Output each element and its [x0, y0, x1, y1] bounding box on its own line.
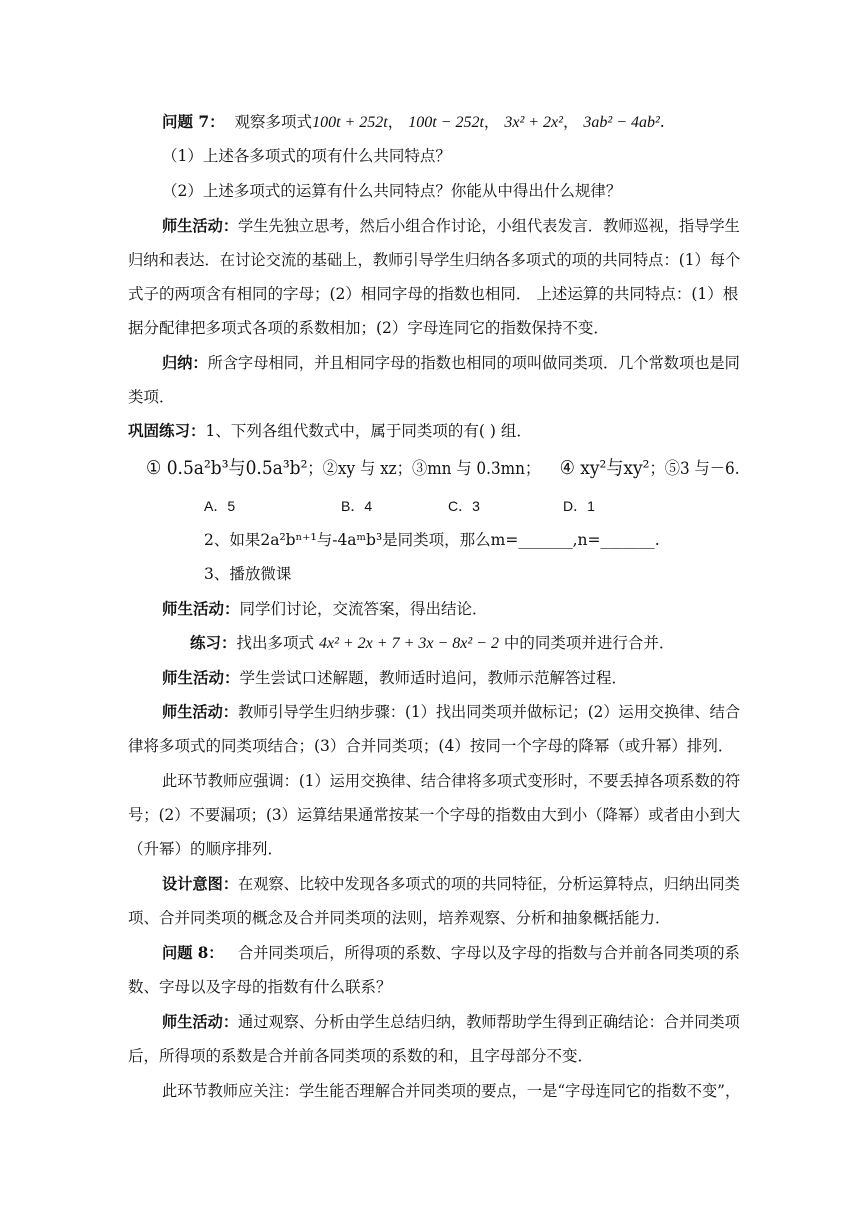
activity-4-text: 教师引导学生归纳步骤：(1）找出同类项并做标记；(2）运用交换律、结合	[237, 703, 741, 721]
practice-q1-text: 1、下列各组代数式中，属于同类项的有( ) 组．	[205, 422, 532, 440]
focus-line: 此环节教师应关注：学生能否理解合并同类项的要点，一是“字母连同它的指数不变”，	[162, 1082, 741, 1100]
practice-groups	[146, 456, 740, 481]
activity-5-text: 通过观察、分析由学生总结归纳，教师帮助学生得到正确结论：合并同类项	[238, 1013, 740, 1031]
design-intent-text: 在观察、比较中发现各多项式的项的共同特征，分析运算特点，归纳出同类	[238, 875, 740, 893]
exercise-text-after: 中的同类项并进行合并．	[503, 634, 675, 652]
question-8-label: 问题 8：	[162, 943, 224, 962]
activity-1-line-3: 式子的两项含有相同的字母；(2）相同字母的指数也相同． 上述运算的共同特点：(1）根	[128, 285, 739, 303]
separator: ；	[396, 459, 412, 479]
activity-1-line-4: 据分配律把多项式各项的系数相加；(2）字母连同它的指数保持不变．	[128, 319, 609, 337]
activity-4-line-2: 律将多项式的同类项结合；(3）合并同类项；(4）按同一个字母的降幂（或升幂）排列．	[128, 737, 734, 755]
activity-2	[162, 599, 488, 619]
question-8-line-1	[162, 943, 740, 963]
design-intent-label: 设计意图：	[162, 874, 239, 893]
group-3: ③mn 与 0.3mn	[411, 459, 525, 479]
activity-3-text: 学生尝试口述解题，教师适时追问，教师示范解答过程．	[239, 669, 628, 687]
polynomial-3: 3x² + 2x²	[504, 114, 563, 131]
summary-line-1	[162, 353, 740, 373]
separator: ，	[387, 113, 404, 131]
choice-c: C．3	[448, 498, 480, 514]
emphasis-line-3: （升幂）的顺序排列．	[128, 840, 284, 858]
summary-text: 所含字母相同，并且相同字母的指数也相同的项叫做同类项．几个常数项也是同	[207, 354, 740, 372]
group-4: ④ xy²与xy²	[559, 457, 650, 479]
emphasis-line-1: 此环节教师应强调：(1）运用交换律、结合律将多项式变形时，不要丢掉各项系数的符	[162, 772, 741, 790]
summary-line-2: 类项．	[128, 388, 175, 406]
practice-label: 巩固练习：	[128, 421, 206, 440]
polynomial-2: 100t − 252t	[408, 114, 484, 131]
activity-1-text: 学生先独立思考，然后小组合作讨论，小组代表发言．教师巡视，指导学生	[238, 217, 740, 235]
group-2: ②xy 与 xz	[322, 459, 397, 479]
summary-label: 归纳：	[162, 353, 208, 372]
activity-4-line-1	[162, 702, 740, 722]
practice-question-3: 3、播放微课	[204, 565, 292, 583]
question-7-label: 问题 7：	[162, 112, 225, 131]
activity-1-line-1	[162, 216, 740, 236]
polynomial-4: 3ab² − 4ab²	[583, 114, 660, 131]
practice-question-2: 2、如果2a²bⁿ⁺¹与-4aᵐb³是同类项，那么m=_______,n=_______.	[204, 531, 660, 549]
design-intent-line-1	[162, 874, 740, 894]
activity-2-label: 师生活动：	[162, 599, 240, 618]
separator: ；	[524, 459, 541, 479]
question-8-line-2: 数、字母以及字母的指数有什么联系？	[128, 978, 392, 996]
activity-5-label: 师生活动：	[162, 1012, 239, 1031]
exercise-label: 练习：	[190, 633, 237, 652]
activity-1-line-2: 归纳和表达．在讨论交流的基础上，教师引导学生归纳各多项式的项的共同特点：(1）每个	[128, 251, 741, 269]
exercise-polynomial: 4x² + 2x + 7 + 3x − 8x² − 2	[318, 635, 499, 652]
activity-2-text: 同学们讨论，交流答案，得出结论．	[239, 600, 488, 618]
group-5: ⑤3 与－6.	[664, 459, 740, 479]
exercise-text-before: 找出多项式	[236, 634, 315, 652]
activity-5-line-2: 后，所得项的系数是合并前各同类项的系数的和，且字母部分不变．	[128, 1047, 594, 1065]
activity-4-label: 师生活动：	[162, 702, 238, 721]
polynomial-1: 100t + 252t	[312, 114, 388, 131]
separator: ；	[307, 459, 323, 479]
choice-d: D．1	[563, 498, 595, 514]
activity-3	[162, 668, 627, 688]
question-7	[162, 112, 665, 133]
question-8-text: 合并同类项后，所得项的系数、字母以及字母的指数与合并前各同类项的系	[237, 944, 740, 962]
question-7-item-2: （2）上述多项式的运算有什么共同特点？你能从中得出什么规律？	[162, 182, 622, 200]
practice-question-1	[128, 421, 532, 441]
separator: ；	[649, 459, 665, 479]
exercise	[190, 633, 674, 654]
activity-5-line-1	[162, 1012, 740, 1032]
emphasis-line-2: 号；(2）不要漏项；(3）运算结果通常按某一个字母的指数由大到小（降幂）或者由小到大	[128, 806, 741, 824]
separator: ，	[562, 113, 579, 131]
activity-1-label: 师生活动：	[162, 216, 239, 235]
separator: ，	[483, 113, 500, 131]
question-7-lead: 观察多项式	[234, 113, 313, 131]
group-1: ① 0.5a²b³与0.5a³b²	[146, 457, 308, 479]
choice-a: A．5	[204, 498, 236, 514]
period: .	[659, 113, 665, 131]
activity-3-label: 师生活动：	[162, 668, 240, 687]
choice-b: B．4	[341, 498, 373, 514]
design-intent-line-2: 项、合并同类项的概念及合并同类项的法则，培养观察、分析和抽象概括能力．	[128, 909, 671, 927]
question-7-item-1: （1）上述各多项式的项有什么共同特点？	[162, 147, 451, 165]
